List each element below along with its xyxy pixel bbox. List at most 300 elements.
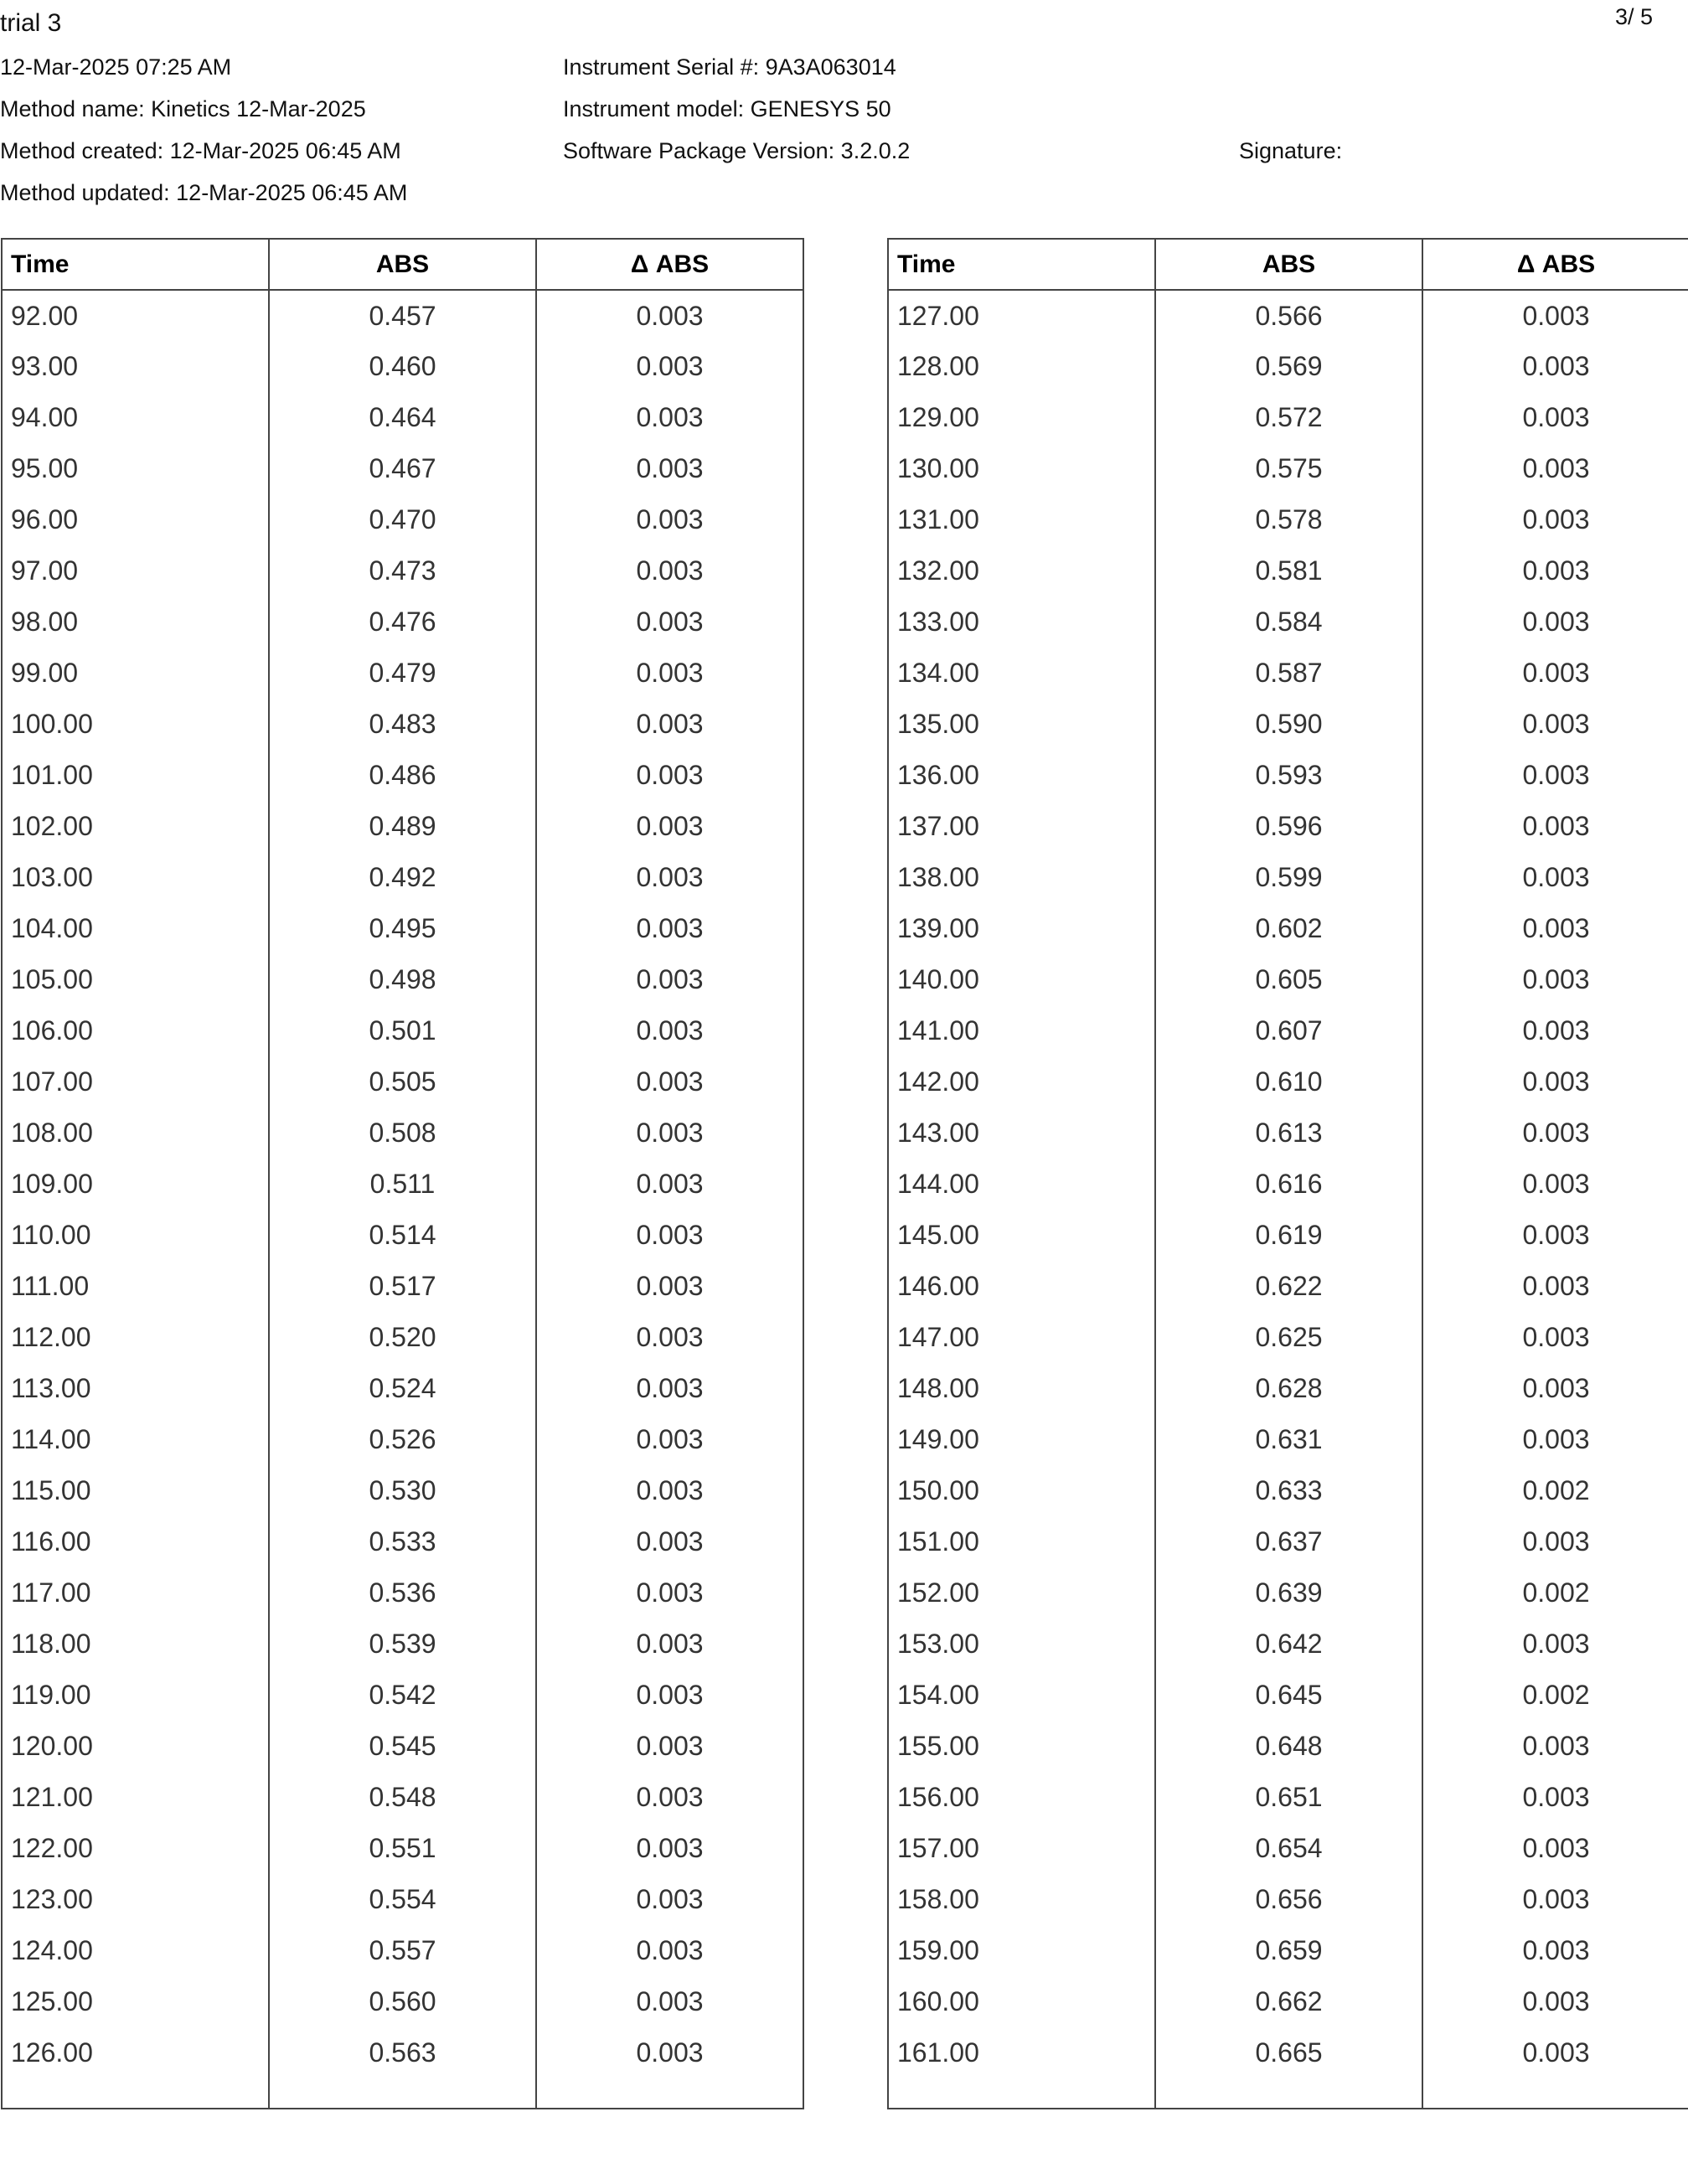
- table-row: [888, 1874, 1688, 1925]
- table-row: [888, 1414, 1688, 1465]
- cell-time: 99.00: [2, 648, 269, 699]
- cell-abs: 0.575: [1155, 443, 1422, 494]
- table-row: [2, 1107, 803, 1159]
- cell-abs: 0.639: [1155, 1567, 1422, 1619]
- table-row: [2, 494, 803, 545]
- cell-time: 151.00: [888, 1516, 1155, 1567]
- cell-abs: 0.548: [269, 1772, 536, 1823]
- cell-time: 98.00: [2, 596, 269, 648]
- table-row: [2, 1312, 803, 1363]
- table-row: [888, 2027, 1688, 2078]
- table-row: [2, 1210, 803, 1261]
- cell-abs: 0.566: [1155, 290, 1422, 341]
- cell-time: 123.00: [2, 1874, 269, 1925]
- cell-abs: 0.470: [269, 494, 536, 545]
- cell-delta-abs: 0.003: [536, 596, 803, 648]
- cell-delta-abs: 0.003: [1422, 596, 1688, 648]
- table-row: [2, 1056, 803, 1107]
- cell-delta-abs: 0.003: [1422, 1210, 1688, 1261]
- cell-delta-abs: 0.003: [1422, 545, 1688, 596]
- table-row: [888, 596, 1688, 648]
- table-row: [2, 1670, 803, 1721]
- cell-time: 139.00: [888, 903, 1155, 954]
- cell-time: 106.00: [2, 1005, 269, 1056]
- table-row: [2, 1261, 803, 1312]
- cell-delta-abs: 0.003: [1422, 443, 1688, 494]
- cell-abs: 0.554: [269, 1874, 536, 1925]
- cell-time: 108.00: [2, 1107, 269, 1159]
- table-row: [888, 1823, 1688, 1874]
- cell-delta-abs: 0.002: [1422, 1567, 1688, 1619]
- column-header-time: Time: [888, 239, 1155, 290]
- cell-delta-abs: 0.003: [1422, 699, 1688, 750]
- empty-cell: [888, 2078, 1155, 2109]
- cell-time: 128.00: [888, 341, 1155, 392]
- cell-delta-abs: 0.003: [1422, 1619, 1688, 1670]
- cell-delta-abs: 0.003: [1422, 1721, 1688, 1772]
- cell-delta-abs: 0.003: [536, 1261, 803, 1312]
- table-row: [888, 1619, 1688, 1670]
- cell-delta-abs: 0.003: [536, 1210, 803, 1261]
- column-header-abs: ABS: [1155, 239, 1422, 290]
- cell-delta-abs: 0.002: [1422, 1465, 1688, 1516]
- cell-time: 107.00: [2, 1056, 269, 1107]
- signature-label: Signature:: [1239, 138, 1343, 163]
- cell-time: 113.00: [2, 1363, 269, 1414]
- cell-time: 133.00: [888, 596, 1155, 648]
- cell-delta-abs: 0.003: [1422, 648, 1688, 699]
- cell-delta-abs: 0.003: [536, 954, 803, 1005]
- cell-time: 135.00: [888, 699, 1155, 750]
- cell-time: 145.00: [888, 1210, 1155, 1261]
- cell-abs: 0.642: [1155, 1619, 1422, 1670]
- cell-abs: 0.560: [269, 1976, 536, 2027]
- cell-abs: 0.607: [1155, 1005, 1422, 1056]
- cell-abs: 0.520: [269, 1312, 536, 1363]
- cell-time: 146.00: [888, 1261, 1155, 1312]
- cell-time: 124.00: [2, 1925, 269, 1976]
- cell-abs: 0.492: [269, 852, 536, 903]
- cell-abs: 0.460: [269, 341, 536, 392]
- cell-delta-abs: 0.003: [536, 1772, 803, 1823]
- cell-delta-abs: 0.003: [1422, 1823, 1688, 1874]
- instrument-model: Instrument model: GENESYS 50: [563, 96, 891, 121]
- cell-abs: 0.613: [1155, 1107, 1422, 1159]
- cell-time: 158.00: [888, 1874, 1155, 1925]
- cell-time: 137.00: [888, 801, 1155, 852]
- table-row: [888, 545, 1688, 596]
- cell-delta-abs: 0.003: [536, 699, 803, 750]
- cell-delta-abs: 0.003: [1422, 852, 1688, 903]
- table-row: [2, 443, 803, 494]
- empty-cell: [2, 2078, 269, 2109]
- page-number: 3/ 5: [1615, 4, 1654, 29]
- cell-time: 150.00: [888, 1465, 1155, 1516]
- cell-delta-abs: 0.002: [1422, 1670, 1688, 1721]
- cell-abs: 0.517: [269, 1261, 536, 1312]
- cell-delta-abs: 0.003: [536, 1056, 803, 1107]
- cell-abs: 0.593: [1155, 750, 1422, 801]
- cell-abs: 0.659: [1155, 1925, 1422, 1976]
- cell-delta-abs: 0.003: [536, 1516, 803, 1567]
- cell-delta-abs: 0.003: [1422, 1976, 1688, 2027]
- cell-delta-abs: 0.003: [536, 648, 803, 699]
- cell-time: 149.00: [888, 1414, 1155, 1465]
- cell-abs: 0.665: [1155, 2027, 1422, 2078]
- cell-abs: 0.622: [1155, 1261, 1422, 1312]
- cell-delta-abs: 0.003: [1422, 1005, 1688, 1056]
- cell-abs: 0.628: [1155, 1363, 1422, 1414]
- table-row: [888, 1516, 1688, 1567]
- table-row: [2, 1516, 803, 1567]
- cell-delta-abs: 0.003: [536, 1619, 803, 1670]
- empty-cell: [1422, 2078, 1688, 2109]
- cell-time: 142.00: [888, 1056, 1155, 1107]
- cell-abs: 0.536: [269, 1567, 536, 1619]
- cell-delta-abs: 0.003: [1422, 1159, 1688, 1210]
- cell-abs: 0.489: [269, 801, 536, 852]
- cell-abs: 0.637: [1155, 1516, 1422, 1567]
- table-row: [888, 699, 1688, 750]
- cell-time: 97.00: [2, 545, 269, 596]
- table-row: [888, 1159, 1688, 1210]
- cell-delta-abs: 0.003: [1422, 1414, 1688, 1465]
- cell-time: 154.00: [888, 1670, 1155, 1721]
- table-row: [2, 852, 803, 903]
- table-row: [888, 1056, 1688, 1107]
- table-row: [888, 1925, 1688, 1976]
- cell-time: 155.00: [888, 1721, 1155, 1772]
- cell-abs: 0.584: [1155, 596, 1422, 648]
- table-row: [888, 443, 1688, 494]
- cell-delta-abs: 0.003: [1422, 1261, 1688, 1312]
- table-row: [2, 648, 803, 699]
- cell-abs: 0.590: [1155, 699, 1422, 750]
- instrument-serial: Instrument Serial #: 9A3A063014: [563, 54, 896, 80]
- table-row: [2, 954, 803, 1005]
- cell-delta-abs: 0.003: [1422, 903, 1688, 954]
- cell-time: 127.00: [888, 290, 1155, 341]
- table-row: [888, 1210, 1688, 1261]
- cell-time: 96.00: [2, 494, 269, 545]
- cell-delta-abs: 0.003: [1422, 2027, 1688, 2078]
- report-title: trial 3: [0, 9, 62, 37]
- cell-abs: 0.501: [269, 1005, 536, 1056]
- table-row: [888, 903, 1688, 954]
- table-row: [2, 699, 803, 750]
- cell-abs: 0.539: [269, 1619, 536, 1670]
- cell-abs: 0.464: [269, 392, 536, 443]
- cell-time: 131.00: [888, 494, 1155, 545]
- column-header-delta-abs: Δ ABS: [1422, 239, 1688, 290]
- cell-delta-abs: 0.003: [536, 852, 803, 903]
- table-row: [888, 392, 1688, 443]
- table-row: [888, 954, 1688, 1005]
- cell-delta-abs: 0.003: [536, 341, 803, 392]
- cell-time: 157.00: [888, 1823, 1155, 1874]
- table-row: [2, 341, 803, 392]
- table-row: [888, 1107, 1688, 1159]
- cell-delta-abs: 0.003: [536, 1567, 803, 1619]
- column-header-abs: ABS: [269, 239, 536, 290]
- table-row: [888, 494, 1688, 545]
- cell-delta-abs: 0.003: [536, 1363, 803, 1414]
- cell-abs: 0.651: [1155, 1772, 1422, 1823]
- cell-time: 153.00: [888, 1619, 1155, 1670]
- cell-abs: 0.524: [269, 1363, 536, 1414]
- cell-time: 103.00: [2, 852, 269, 903]
- cell-time: 152.00: [888, 1567, 1155, 1619]
- cell-delta-abs: 0.003: [536, 1874, 803, 1925]
- cell-time: 112.00: [2, 1312, 269, 1363]
- cell-delta-abs: 0.003: [536, 1721, 803, 1772]
- cell-time: 148.00: [888, 1363, 1155, 1414]
- cell-time: 138.00: [888, 852, 1155, 903]
- cell-delta-abs: 0.003: [1422, 341, 1688, 392]
- table-row: [2, 1414, 803, 1465]
- table-row: [888, 341, 1688, 392]
- empty-cell: [536, 2078, 803, 2109]
- cell-abs: 0.619: [1155, 1210, 1422, 1261]
- cell-abs: 0.479: [269, 648, 536, 699]
- software-version: Software Package Version: 3.2.0.2: [563, 138, 911, 163]
- cell-delta-abs: 0.003: [536, 1925, 803, 1976]
- cell-abs: 0.467: [269, 443, 536, 494]
- cell-time: 111.00: [2, 1261, 269, 1312]
- cell-delta-abs: 0.003: [536, 1107, 803, 1159]
- cell-time: 156.00: [888, 1772, 1155, 1823]
- cell-abs: 0.654: [1155, 1823, 1422, 1874]
- cell-time: 101.00: [2, 750, 269, 801]
- cell-time: 129.00: [888, 392, 1155, 443]
- table-row: [2, 1874, 803, 1925]
- cell-abs: 0.625: [1155, 1312, 1422, 1363]
- column-header-time: Time: [2, 239, 269, 290]
- cell-time: 159.00: [888, 1925, 1155, 1976]
- cell-abs: 0.645: [1155, 1670, 1422, 1721]
- cell-delta-abs: 0.003: [1422, 1363, 1688, 1414]
- method-created: Method created: 12-Mar-2025 06:45 AM: [0, 138, 401, 163]
- cell-time: 126.00: [2, 2027, 269, 2078]
- cell-time: 140.00: [888, 954, 1155, 1005]
- table-row: [888, 1465, 1688, 1516]
- cell-delta-abs: 0.003: [536, 1670, 803, 1721]
- cell-delta-abs: 0.003: [536, 545, 803, 596]
- cell-abs: 0.633: [1155, 1465, 1422, 1516]
- table-header-row: [2, 239, 803, 290]
- cell-abs: 0.505: [269, 1056, 536, 1107]
- cell-time: 147.00: [888, 1312, 1155, 1363]
- cell-time: 102.00: [2, 801, 269, 852]
- cell-delta-abs: 0.003: [536, 1414, 803, 1465]
- method-name: Method name: Kinetics 12-Mar-2025: [0, 96, 366, 121]
- table-row: [2, 392, 803, 443]
- cell-time: 109.00: [2, 1159, 269, 1210]
- cell-delta-abs: 0.003: [536, 1312, 803, 1363]
- cell-abs: 0.530: [269, 1465, 536, 1516]
- column-header-delta-abs: Δ ABS: [536, 239, 803, 290]
- cell-time: 92.00: [2, 290, 269, 341]
- cell-delta-abs: 0.003: [1422, 1772, 1688, 1823]
- cell-time: 144.00: [888, 1159, 1155, 1210]
- cell-time: 143.00: [888, 1107, 1155, 1159]
- cell-abs: 0.616: [1155, 1159, 1422, 1210]
- cell-delta-abs: 0.003: [536, 290, 803, 341]
- table-row: [888, 1670, 1688, 1721]
- table-row: [2, 290, 803, 341]
- cell-time: 110.00: [2, 1210, 269, 1261]
- cell-delta-abs: 0.003: [1422, 1516, 1688, 1567]
- cell-delta-abs: 0.003: [536, 2027, 803, 2078]
- cell-abs: 0.498: [269, 954, 536, 1005]
- cell-time: 120.00: [2, 1721, 269, 1772]
- cell-abs: 0.511: [269, 1159, 536, 1210]
- cell-delta-abs: 0.003: [536, 392, 803, 443]
- cell-time: 93.00: [2, 341, 269, 392]
- cell-time: 122.00: [2, 1823, 269, 1874]
- table-row: [888, 1312, 1688, 1363]
- data-table-right: [887, 238, 1688, 2109]
- cell-delta-abs: 0.003: [1422, 1312, 1688, 1363]
- cell-delta-abs: 0.003: [536, 1159, 803, 1210]
- table-row: [888, 801, 1688, 852]
- cell-time: 125.00: [2, 1976, 269, 2027]
- cell-delta-abs: 0.003: [1422, 1874, 1688, 1925]
- table-bottom-padding: [888, 2078, 1688, 2109]
- cell-time: 161.00: [888, 2027, 1155, 2078]
- table-header-row: [888, 239, 1688, 290]
- cell-time: 130.00: [888, 443, 1155, 494]
- report-datetime: 12-Mar-2025 07:25 AM: [0, 54, 232, 80]
- cell-abs: 0.473: [269, 545, 536, 596]
- table-row: [888, 1976, 1688, 2027]
- cell-abs: 0.587: [1155, 648, 1422, 699]
- cell-time: 95.00: [2, 443, 269, 494]
- cell-delta-abs: 0.003: [536, 1005, 803, 1056]
- cell-abs: 0.656: [1155, 1874, 1422, 1925]
- table-row: [2, 1465, 803, 1516]
- cell-abs: 0.533: [269, 1516, 536, 1567]
- cell-abs: 0.457: [269, 290, 536, 341]
- cell-abs: 0.557: [269, 1925, 536, 1976]
- cell-abs: 0.526: [269, 1414, 536, 1465]
- table-row: [2, 1005, 803, 1056]
- data-table-left: [1, 238, 804, 2109]
- cell-delta-abs: 0.003: [536, 1823, 803, 1874]
- cell-delta-abs: 0.003: [1422, 954, 1688, 1005]
- cell-time: 94.00: [2, 392, 269, 443]
- cell-delta-abs: 0.003: [536, 1465, 803, 1516]
- cell-time: 119.00: [2, 1670, 269, 1721]
- cell-abs: 0.599: [1155, 852, 1422, 903]
- cell-abs: 0.542: [269, 1670, 536, 1721]
- cell-abs: 0.495: [269, 903, 536, 954]
- cell-abs: 0.596: [1155, 801, 1422, 852]
- cell-abs: 0.605: [1155, 954, 1422, 1005]
- cell-delta-abs: 0.003: [536, 494, 803, 545]
- empty-cell: [269, 2078, 536, 2109]
- cell-delta-abs: 0.003: [1422, 290, 1688, 341]
- cell-delta-abs: 0.003: [536, 1976, 803, 2027]
- table-row: [2, 903, 803, 954]
- table-row: [888, 1005, 1688, 1056]
- cell-delta-abs: 0.003: [1422, 1107, 1688, 1159]
- table-row: [888, 1363, 1688, 1414]
- table-row: [888, 290, 1688, 341]
- cell-delta-abs: 0.003: [1422, 1056, 1688, 1107]
- cell-time: 114.00: [2, 1414, 269, 1465]
- table-row: [2, 1619, 803, 1670]
- cell-time: 141.00: [888, 1005, 1155, 1056]
- cell-abs: 0.563: [269, 2027, 536, 2078]
- empty-cell: [1155, 2078, 1422, 2109]
- cell-abs: 0.483: [269, 699, 536, 750]
- cell-delta-abs: 0.003: [536, 443, 803, 494]
- table-row: [2, 1363, 803, 1414]
- table-row: [2, 596, 803, 648]
- table-row: [888, 750, 1688, 801]
- cell-time: 118.00: [2, 1619, 269, 1670]
- table-row: [888, 1261, 1688, 1312]
- table-row: [888, 852, 1688, 903]
- cell-abs: 0.486: [269, 750, 536, 801]
- table-row: [2, 1721, 803, 1772]
- cell-time: 136.00: [888, 750, 1155, 801]
- table-row: [2, 1823, 803, 1874]
- table-bottom-padding: [2, 2078, 803, 2109]
- table-row: [2, 1976, 803, 2027]
- table-row: [2, 1159, 803, 1210]
- cell-time: 116.00: [2, 1516, 269, 1567]
- cell-delta-abs: 0.003: [1422, 392, 1688, 443]
- cell-time: 121.00: [2, 1772, 269, 1823]
- cell-time: 105.00: [2, 954, 269, 1005]
- table-row: [888, 1721, 1688, 1772]
- table-row: [888, 1567, 1688, 1619]
- cell-time: 115.00: [2, 1465, 269, 1516]
- cell-abs: 0.476: [269, 596, 536, 648]
- cell-abs: 0.648: [1155, 1721, 1422, 1772]
- cell-abs: 0.602: [1155, 903, 1422, 954]
- table-row: [888, 1772, 1688, 1823]
- cell-delta-abs: 0.003: [536, 801, 803, 852]
- cell-delta-abs: 0.003: [1422, 1925, 1688, 1976]
- cell-time: 100.00: [2, 699, 269, 750]
- cell-delta-abs: 0.003: [1422, 801, 1688, 852]
- table-row: [2, 1567, 803, 1619]
- cell-time: 117.00: [2, 1567, 269, 1619]
- cell-time: 104.00: [2, 903, 269, 954]
- cell-abs: 0.545: [269, 1721, 536, 1772]
- cell-time: 160.00: [888, 1976, 1155, 2027]
- table-row: [2, 1925, 803, 1976]
- cell-delta-abs: 0.003: [1422, 494, 1688, 545]
- method-updated: Method updated: 12-Mar-2025 06:45 AM: [0, 180, 408, 205]
- cell-abs: 0.569: [1155, 341, 1422, 392]
- cell-abs: 0.508: [269, 1107, 536, 1159]
- table-row: [2, 1772, 803, 1823]
- cell-abs: 0.610: [1155, 1056, 1422, 1107]
- cell-time: 132.00: [888, 545, 1155, 596]
- table-row: [888, 648, 1688, 699]
- cell-abs: 0.662: [1155, 1976, 1422, 2027]
- cell-delta-abs: 0.003: [1422, 750, 1688, 801]
- table-row: [2, 801, 803, 852]
- cell-abs: 0.551: [269, 1823, 536, 1874]
- cell-abs: 0.514: [269, 1210, 536, 1261]
- cell-time: 134.00: [888, 648, 1155, 699]
- cell-abs: 0.581: [1155, 545, 1422, 596]
